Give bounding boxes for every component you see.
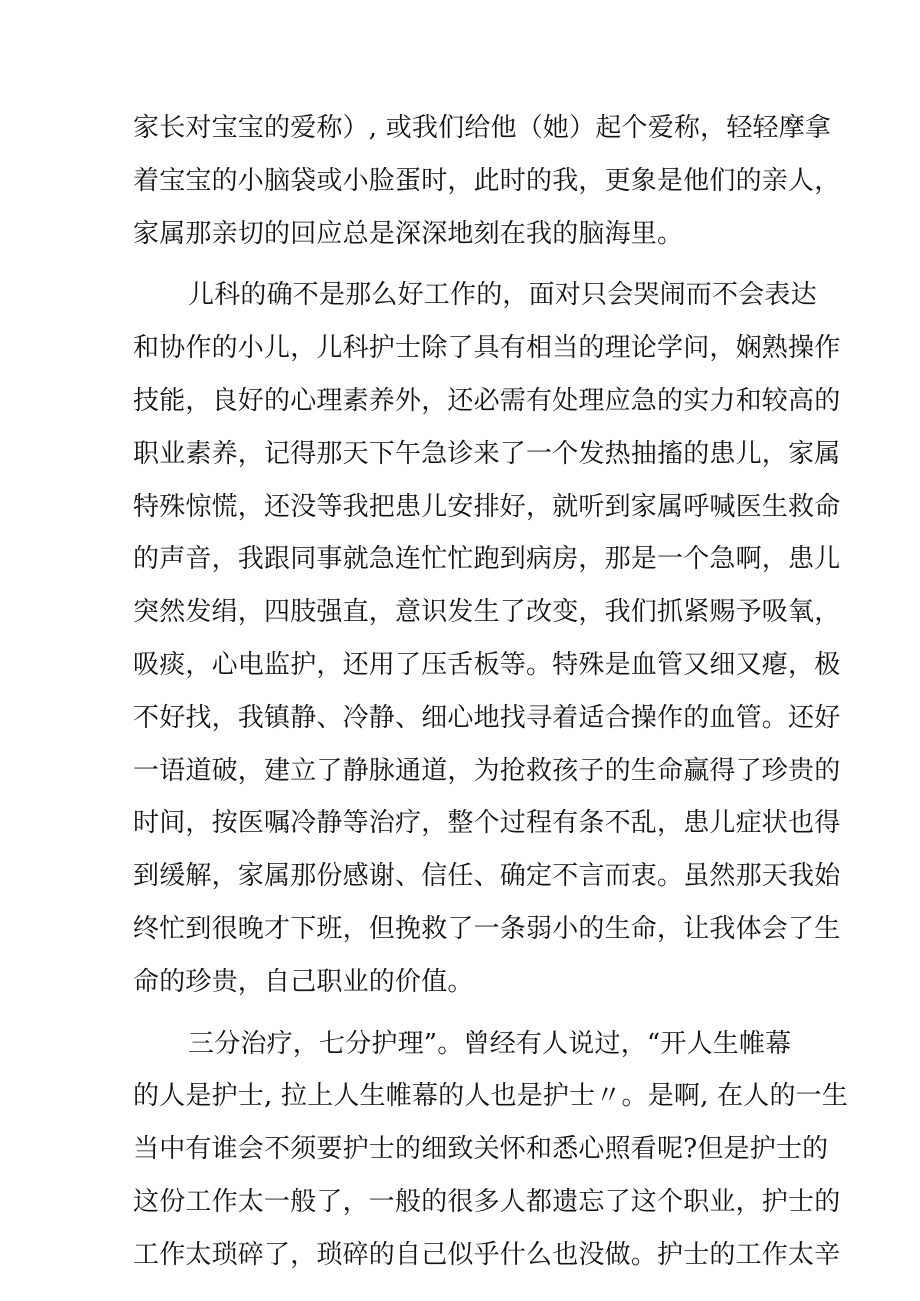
text-line: 这份工作太一般了，一般的很多人都遗忘了这个职业，护士的	[133, 1186, 841, 1217]
text-line: 工作太琐碎了，琐碎的自己似乎什么也没做。护士的工作太辛	[133, 1239, 841, 1270]
text-line: 突然发绢，四肢强直，意识发生了改变，我们抓紧赐予吸氧，	[133, 597, 841, 628]
text-line: 时间，按医嘱冷静等治疗，整个过程有条不乱，患儿症状也得	[133, 808, 841, 839]
text-line: 的人是护士, 拉上人生帷幕的人也是护士〃。是啊, 在人的一生	[133, 1081, 849, 1112]
text-line: 命的珍贵，自己职业的价值。	[133, 966, 474, 997]
text-line: 和协作的小儿，儿科护士除了具有相当的理论学问，娴熟操作	[133, 333, 841, 364]
text-line: 技能，良好的心理素养外，还必需有处理应急的实力和较高的	[133, 385, 841, 416]
text-line: 三分治疗，七分护理”。曾经有人说过，“开人生帷幕	[188, 1028, 792, 1059]
paragraph	[133, 269, 841, 1008]
text-line: 到缓解，家属那份感谢、信任、确定不言而衷。虽然那天我始	[133, 861, 841, 892]
text-line: 儿科的确不是那么好工作的，面对只会哭闹而不会表达	[188, 280, 817, 311]
text-line: 当中有谁会不须要护士的细致关怀和悉心照看呢?但是护士的	[133, 1134, 829, 1165]
text-line: 一语道破，建立了静脉通道，为抢救孩子的生命赢得了珍贵的	[133, 755, 841, 786]
text-line: 吸痰，心电监护，还用了压舌板等。特殊是血管又细又瘪，极	[133, 649, 841, 680]
text-line: 职业素养，记得那天下午急诊来了一个发热抽搐的患儿，家属	[133, 438, 841, 469]
paragraph	[133, 1018, 849, 1282]
text-line: 家属那亲切的回应总是深深地刻在我的脑海里。	[133, 218, 684, 249]
text-line: 家长对宝宝的爱称）, 或我们给他（她）起个爱称，轻轻摩拿	[133, 113, 832, 143]
text-line: 着宝宝的小脑袋或小脸蛋时，此时的我，更象是他们的亲人，	[133, 165, 841, 196]
text-line: 的声音，我跟同事就急连忙忙跑到病房，那是一个急啊，患儿	[133, 544, 841, 575]
paragraph	[133, 102, 841, 260]
text-line: 不好找，我镇静、冷静、细心地找寻着适合操作的血管。还好	[133, 702, 841, 733]
document-body	[133, 102, 849, 1282]
paragraph-gap	[133, 1009, 803, 1018]
paragraph-gap	[133, 260, 803, 269]
text-line: 特殊惊慌，还没等我把患儿安排好，就听到家属呼喊医生救命	[133, 491, 841, 522]
text-line: 终忙到很晚才下班，但挽救了一条弱小的生命，让我体会了生	[133, 913, 841, 944]
